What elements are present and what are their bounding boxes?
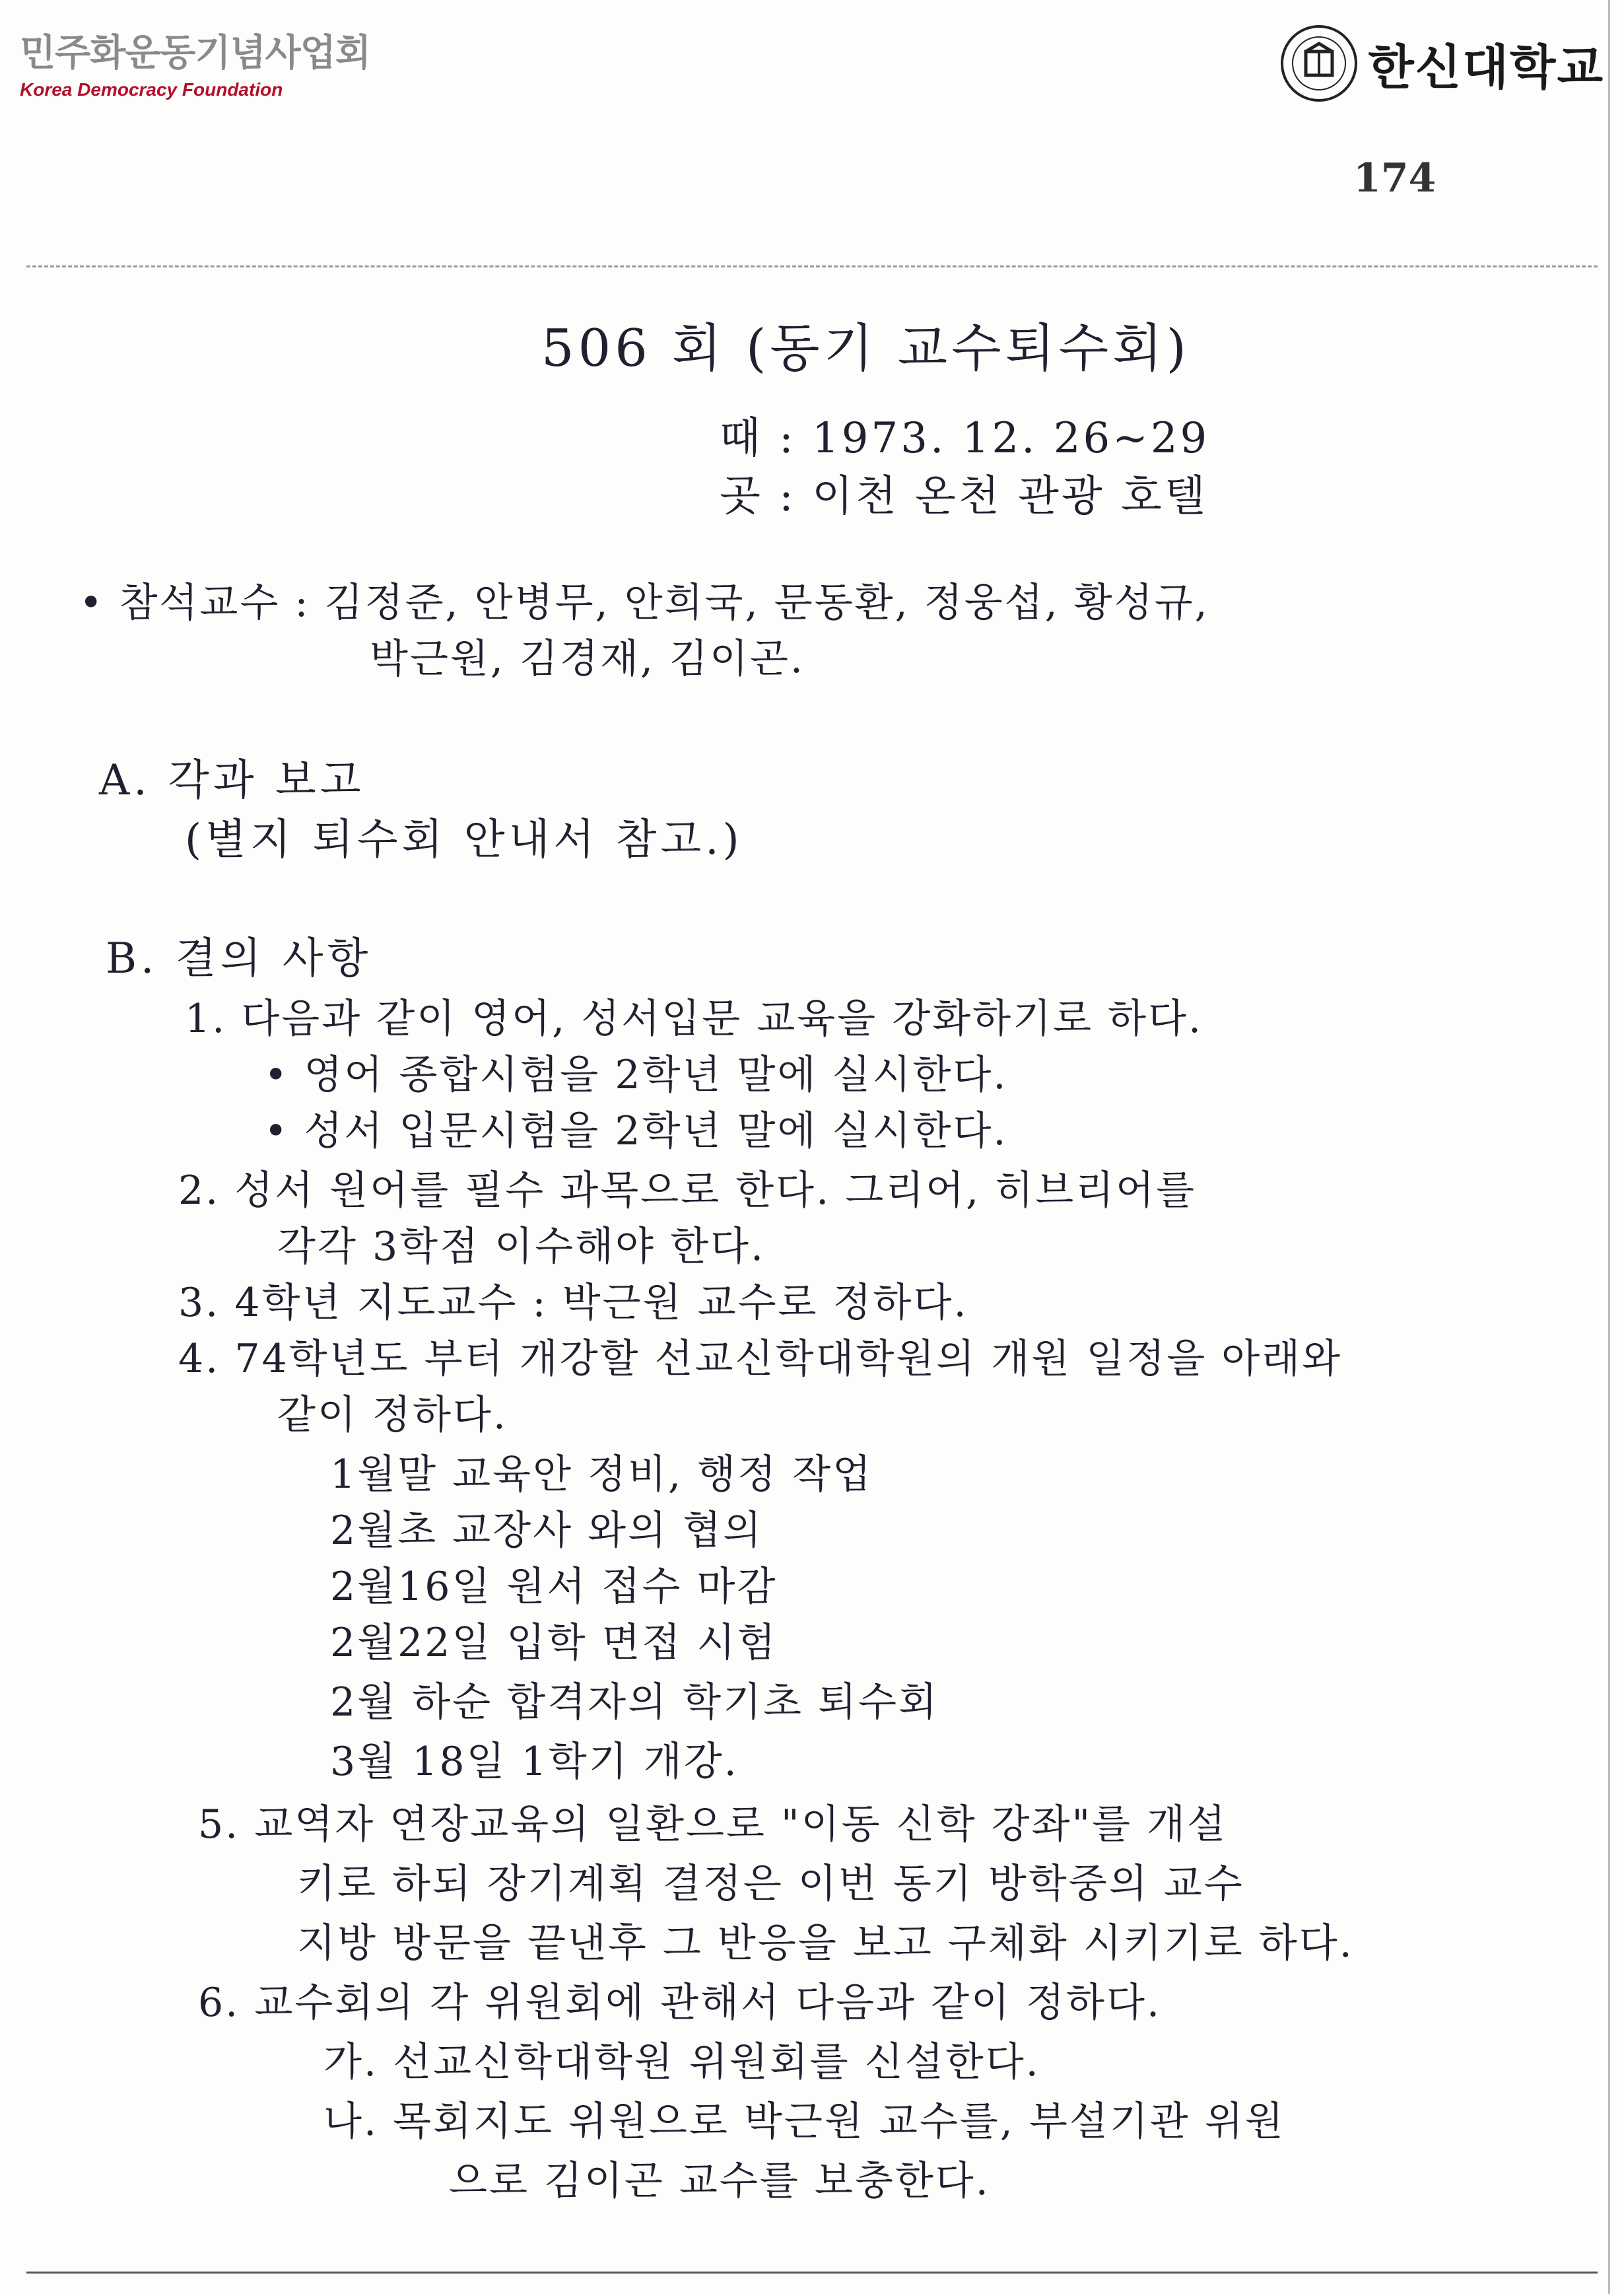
resolution-6-item-na: 나. 목회지도 위원으로 박근원 교수를, 부설기관 위원 [323, 2099, 1285, 2145]
page-edge [1608, 0, 1610, 2294]
resolution-1: 1. 다음과 같이 영어, 성서입문 교육을 강화하기로 하다. [185, 996, 1203, 1042]
schedule-row: 2월22일 입학 면접 시험 [330, 1620, 778, 1666]
korea-democracy-foundation-logo [20, 24, 370, 100]
resolution-4: 4. 74학년도 부터 개강할 선교신학대학원의 개원 일정을 아래와 [178, 1336, 1343, 1382]
resolution-6: 6. 교수회의 각 위원회에 관해서 다음과 같이 정하다. [198, 1980, 1162, 2026]
resolution-2: 2. 성서 원어를 필수 과목으로 한다. 그리어, 히브리어를 [178, 1167, 1197, 1214]
resolution-2-cont: 각각 3학점 이수해야 한다. [277, 1224, 766, 1270]
schedule-row: 2월 하순 합격자의 학기초 퇴수회 [330, 1679, 939, 1725]
resolution-5-cont-2: 지방 방문을 끝낸후 그 반응을 보고 구체화 시키기로 하다. [297, 1920, 1354, 1966]
resolution-6-item-na-cont: 으로 김이곤 교수를 보충한다. [449, 2158, 990, 2204]
university-seal-icon [1279, 24, 1359, 103]
hanshin-university-logo [1279, 24, 1604, 103]
meeting-date: 때 : 1973. 12. 26~29 [720, 414, 1210, 463]
top-divider [26, 265, 1598, 267]
attendees-line-1: • 참석교수 : 김정준, 안병무, 안희국, 문동환, 정웅섭, 황성규, [79, 580, 1209, 626]
attendees-line-2: 박근원, 김경재, 김이곤. [370, 636, 805, 682]
resolution-1-bullet-a: • 영어 종합시험을 2학년 말에 실시한다. [264, 1052, 1008, 1098]
meeting-title: 506 회 (동기 교수퇴수회) [541, 319, 1190, 378]
resolution-5-cont-1: 키로 하되 장기계획 결정은 이번 동기 방학중의 교수 [297, 1861, 1244, 1907]
resolution-1-bullet-b: • 성서 입문시험을 2학년 말에 실시한다. [264, 1108, 1008, 1154]
section-b-heading: B. 결의 사항 [106, 934, 372, 983]
section-a-heading: A. 각과 보고 [99, 756, 365, 805]
org-english-name: Korea Democracy Foundation [20, 79, 283, 100]
page-number: 174 [1353, 155, 1437, 201]
resolution-3: 3. 4학년 지도교수 : 박근원 교수로 정하다. [178, 1280, 968, 1326]
schedule-row: 3월 18일 1학기 개강. [330, 1739, 739, 1785]
org-korean-name: 민주화운동기념사업회 [20, 32, 370, 75]
university-name: 한신대학교 [1368, 40, 1604, 95]
section-a-note: (별지 퇴수회 안내서 참고.) [185, 816, 743, 864]
resolution-4-cont: 같이 정하다. [277, 1392, 508, 1438]
resolution-5: 5. 교역자 연장교육의 일환으로 "이동 신학 강좌"를 개설 [198, 1801, 1228, 1848]
resolution-6-item-ga: 가. 선교신학대학원 위원회를 신설한다. [323, 2039, 1040, 2085]
bottom-divider [26, 2272, 1598, 2274]
schedule-row: 1월말 교육안 정비, 행정 작업 [330, 1451, 873, 1498]
schedule-row: 2월초 교장사 와의 협의 [330, 1508, 764, 1554]
meeting-place: 곳 : 이천 온천 관광 호텔 [720, 472, 1208, 521]
schedule-row: 2월16일 원서 접수 마감 [330, 1564, 778, 1610]
